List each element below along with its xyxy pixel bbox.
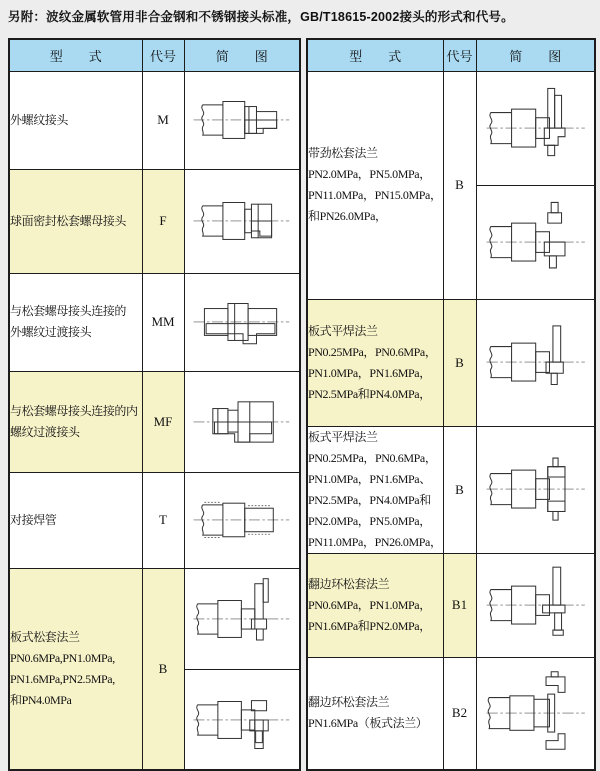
diagram-cell — [184, 169, 300, 273]
male-nipple-diagram — [185, 280, 300, 364]
table-row — [9, 273, 300, 371]
code-cell: M — [142, 71, 184, 169]
right-table — [306, 38, 596, 771]
table-row — [307, 426, 595, 553]
union-nut-diagram — [185, 179, 300, 263]
plate-weld-flange-diagram — [477, 319, 595, 405]
type-cell — [9, 71, 142, 169]
table-row — [9, 169, 300, 273]
diagram-cell — [184, 472, 300, 568]
code-cell: MM — [142, 273, 184, 371]
type-text: PN1.6MPa,PN2.5MPa, — [10, 671, 115, 686]
table-row — [307, 553, 595, 657]
table-row — [9, 568, 300, 670]
plate-weld-flange-diagram — [477, 446, 595, 532]
type-text: PN2.5MPa，PN4.0MPa和 — [308, 492, 431, 507]
type-cell — [307, 553, 443, 657]
type-text: 与松套螺母接头连接的内 — [10, 403, 138, 418]
diagram-cell — [184, 273, 300, 371]
header-row — [307, 39, 595, 71]
type-text: PN1.0MPa，PN1.6MPa， — [308, 365, 431, 380]
type-text: PN11.0MPa，PN15.0MPa， — [308, 188, 442, 202]
type-cell — [307, 657, 443, 770]
type-text: 板式松套法兰 — [10, 629, 80, 644]
neck-loose-flange-diagram — [477, 85, 595, 171]
diagram-cell — [476, 299, 595, 426]
code-cell: B — [443, 71, 476, 299]
type-text: 翻边环松套法兰 — [308, 695, 390, 710]
type-text: PN2.0MPa，PN5.0MPa， — [308, 513, 431, 528]
code-cell: F — [142, 169, 184, 273]
type-text: 板式平焊法兰 — [308, 323, 378, 338]
type-text: 和PN26.0MPa， — [308, 209, 387, 223]
type-text: 对接焊管 — [10, 512, 57, 527]
diagram-cell — [184, 670, 300, 770]
butt-weld-pipe-diagram — [185, 478, 300, 562]
plate-loose-flange-diagram — [185, 577, 300, 661]
code-cell: B1 — [443, 553, 476, 657]
type-text: PN0.6MPa，PN1.0MPa， — [308, 597, 431, 612]
diagram-cell — [184, 568, 300, 670]
type-text: PN0.25MPa，PN0.6MPa， — [308, 344, 437, 359]
type-cell — [9, 472, 142, 568]
male-thread-diagram — [185, 78, 300, 162]
header-row — [9, 39, 300, 71]
flared-ring-loose-flange-diagram — [477, 562, 595, 648]
type-text: 带劲松套法兰 — [308, 146, 378, 160]
type-cell — [307, 299, 443, 426]
type-text: 翻边环松套法兰 — [308, 576, 390, 591]
col-header-type: 型 式 — [307, 39, 443, 71]
table-row — [9, 472, 300, 568]
table-row — [307, 299, 595, 426]
type-text: 螺纹过渡接头 — [10, 424, 80, 439]
col-header-diagram: 简 图 — [184, 39, 300, 71]
type-text: 外螺纹过渡接头 — [10, 325, 92, 340]
diagram-cell — [476, 553, 595, 657]
table-row — [307, 71, 595, 185]
tables-container — [8, 38, 596, 771]
col-header-type: 型 式 — [9, 39, 142, 71]
table-row — [9, 71, 300, 169]
table-row — [307, 657, 595, 770]
type-text: PN1.6MPa（板式法兰） — [308, 716, 428, 731]
plate-loose-flange-diagram — [185, 678, 300, 762]
page-title: 另附：波纹金属软管用非合金钢和不锈钢接头标准，GB/T18615-2002接头的形式和代号。 — [8, 10, 514, 24]
diagram-cell — [476, 71, 595, 185]
diagram-cell — [476, 426, 595, 553]
type-text: 球面密封松套螺母接头 — [10, 213, 127, 228]
col-header-code: 代号 — [443, 39, 476, 71]
code-cell: B — [443, 299, 476, 426]
type-cell — [9, 273, 142, 371]
type-text: PN2.5MPa和PN4.0MPa， — [308, 386, 431, 401]
neck-loose-flange-diagram — [477, 199, 595, 285]
type-text: 和PN4.0MPa — [10, 692, 72, 707]
type-text: PN0.25MPa，PN0.6MPa， — [308, 450, 437, 465]
type-text: 板式平焊法兰 — [308, 429, 378, 444]
col-header-diagram: 简 图 — [476, 39, 595, 71]
type-text: PN2.0MPa，PN5.0MPa， — [308, 167, 431, 181]
type-cell — [9, 568, 142, 770]
type-cell — [307, 426, 443, 553]
col-header-code: 代号 — [142, 39, 184, 71]
type-text: 外螺纹接头 — [10, 112, 69, 127]
table-row — [9, 371, 300, 472]
code-cell: B2 — [443, 657, 476, 770]
left-table — [8, 38, 301, 771]
type-text: PN1.0MPa，PN1.6MPa、 — [308, 471, 431, 486]
diagram-cell — [476, 185, 595, 299]
type-text: PN11.0MPa，PN26.0MPa， — [308, 534, 442, 549]
type-cell — [9, 169, 142, 273]
diagram-cell — [184, 371, 300, 472]
code-cell: T — [142, 472, 184, 568]
type-text: PN1.6MPa和PN2.0MPa， — [308, 618, 431, 633]
code-cell: B — [142, 568, 184, 770]
type-text: 与松套螺母接头连接的 — [10, 304, 127, 319]
code-cell: B — [443, 426, 476, 553]
diagram-cell — [476, 657, 595, 770]
code-cell: MF — [142, 371, 184, 472]
type-text: PN0.6MPa,PN1.0MPa, — [10, 650, 115, 665]
female-adapter-diagram — [185, 380, 300, 464]
type-cell — [307, 71, 443, 299]
type-cell — [9, 371, 142, 472]
flared-ring-plate-flange-diagram — [477, 670, 595, 756]
diagram-cell — [184, 71, 300, 169]
